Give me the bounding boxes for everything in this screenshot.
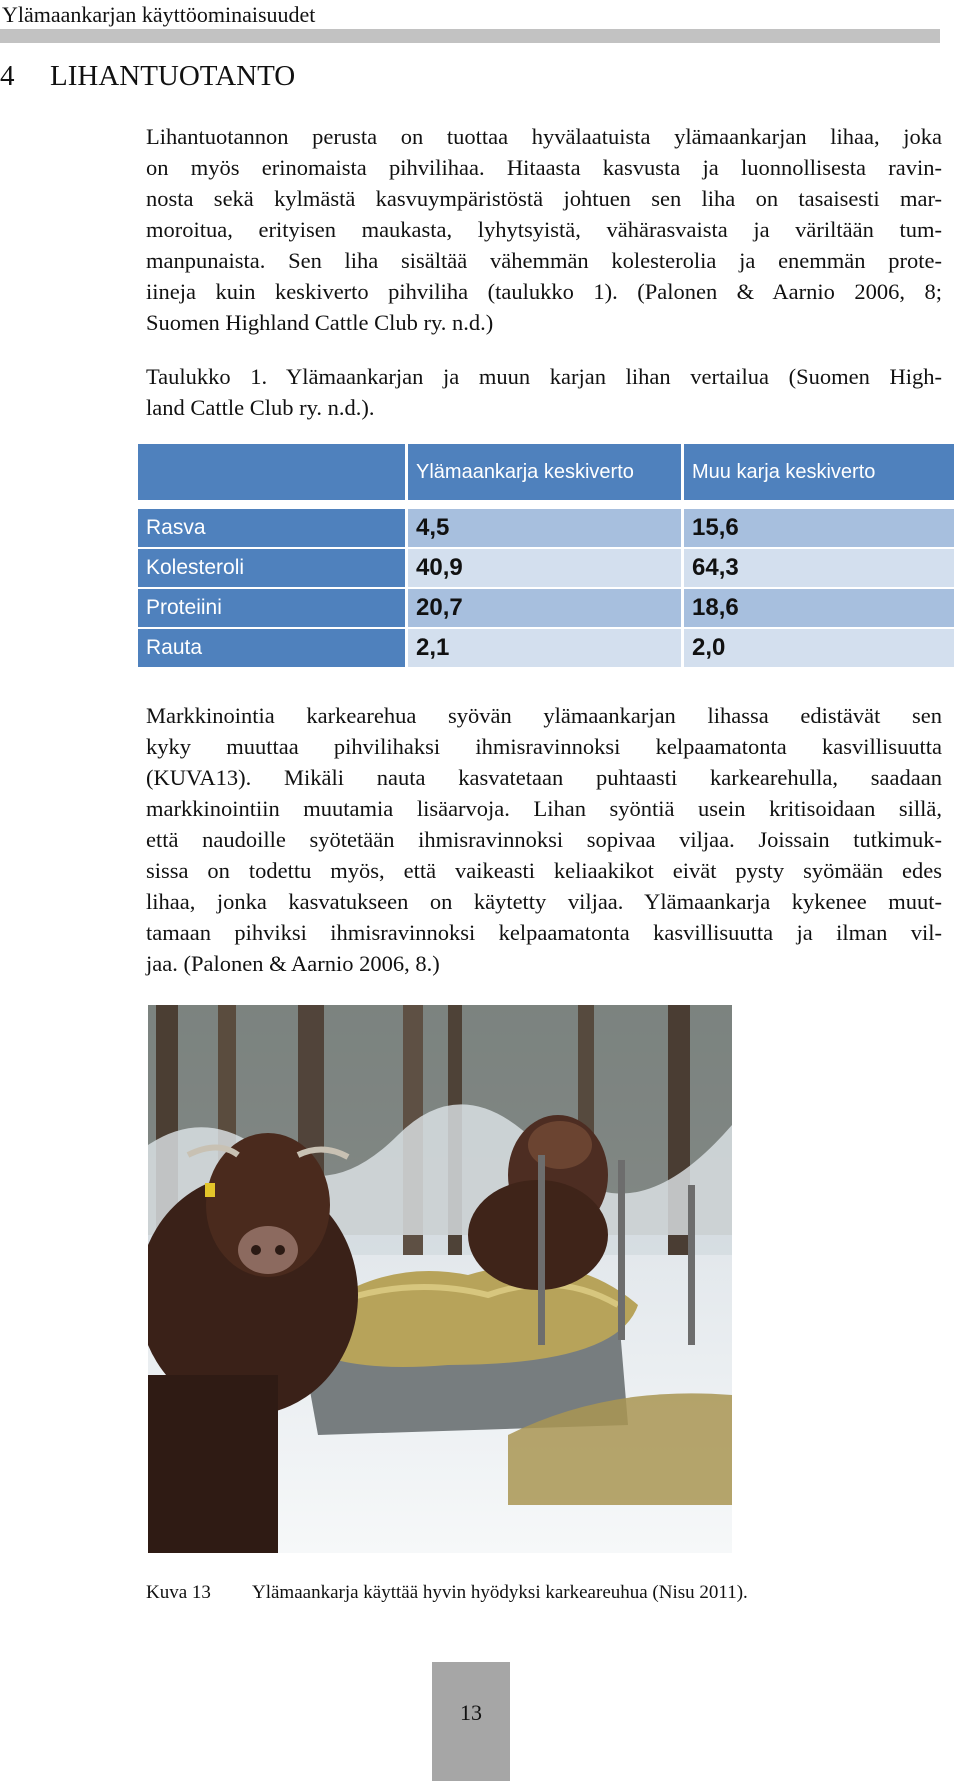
text-line: Taulukko 1. Ylämaankarjan ja muun karjan lihan vertailua (Suomen High-: [146, 364, 942, 389]
paragraph-marketing: [146, 700, 942, 979]
text-line: Suomen Highland Cattle Club ry. n.d.): [146, 310, 494, 335]
other-value: 2,0: [684, 629, 954, 669]
other-value: 64,3: [684, 549, 954, 589]
row-label: Kolesteroli: [138, 549, 408, 589]
text-line: kyky muuttaa pihvilihaksi ihmisravinnoksi kelpaamatonta kasvillisuutta: [146, 734, 942, 759]
highland-value: 40,9: [408, 549, 684, 589]
table-row: [138, 629, 954, 669]
text-line: iineja kuin keskiverto pihviliha (taulukko 1). (Palonen & Aarnio 2006, 8;: [146, 279, 942, 304]
table-header-other: Muu karja keskiverto: [684, 444, 954, 500]
highland-cattle-photo: [148, 1005, 732, 1553]
chapter-number: 4: [0, 60, 15, 92]
text-line: että naudoille syötetään ihmisravinnoksi sopivaa viljaa. Joissain tutkimuk-: [146, 827, 942, 852]
figure-caption: [146, 1580, 748, 1606]
figure-caption-text: Ylämaankarja käyttää hyvin hyödyksi karkeareuhua (Nisu 2011).: [252, 1582, 748, 1603]
figure-number: Kuva 13: [146, 1582, 211, 1603]
table-caption: [146, 361, 942, 423]
chapter-title-text: LIHANTUOTANTO: [50, 60, 296, 92]
header-rule: [0, 29, 940, 43]
page-number: 13: [460, 1700, 482, 1725]
highland-value: 4,5: [408, 509, 684, 549]
highland-value: 2,1: [408, 629, 684, 669]
table-row: [138, 589, 954, 629]
comparison-table: [138, 444, 954, 669]
row-label: Rauta: [138, 629, 408, 669]
text-line: jaa. (Palonen & Aarnio 2006, 8.): [146, 951, 440, 976]
text-line: land Cattle Club ry. n.d.).: [146, 395, 375, 420]
row-label: Proteiini: [138, 589, 408, 629]
text-line: lihaa, jonka kasvatukseen on käytetty viljaa. Ylämaankarja kykenee muut-: [146, 889, 942, 914]
text-line: sissa on todettu myös, että vaikeasti keliaakikot eivät pysty syömään edes: [146, 858, 942, 883]
chapter-title: [0, 58, 295, 94]
text-line: markkinointiin muutamia lisäarvoja. Lihan syöntiä usein kritisoidaan sillä,: [146, 796, 942, 821]
highland-value: 20,7: [408, 589, 684, 629]
running-header: Ylämaankarjan käyttöominaisuudet: [2, 2, 316, 27]
text-line: on myös erinomaista pihvilihaa. Hitaasta kasvusta ja luonnollisesta ravin-: [146, 155, 942, 180]
text-line: Lihantuotannon perusta on tuottaa hyvälaatuista ylämaankarjan lihaa, joka: [146, 124, 942, 149]
text-line: manpunaista. Sen liha sisältää vähemmän kolesterolia ja enemmän prote-: [146, 248, 942, 273]
text-line: Markkinointia karkearehua syövän ylämaankarjan lihassa edistävät sen: [146, 703, 942, 728]
paragraph-intro: [146, 121, 942, 338]
row-label: Rasva: [138, 509, 408, 549]
text-line: tamaan pihviksi ihmisravinnoksi kelpaamatonta kasvillisuutta ja ilman vil-: [146, 920, 942, 945]
table-header-empty: [138, 444, 408, 500]
table-header-row: [138, 444, 954, 500]
text-line: nosta sekä kylmästä kasvuympäristöstä johtuen sen liha on tasaisesti mar-: [146, 186, 942, 211]
table-row: [138, 549, 954, 589]
text-line: moroitua, erityisen maukasta, lyhytsyistä, vähärasvaista ja väriltään tum-: [146, 217, 942, 242]
table-row: [138, 509, 954, 549]
other-value: 18,6: [684, 589, 954, 629]
text-line: (KUVA13). Mikäli nauta kasvatetaan puhtaasti karkearehulla, saadaan: [146, 765, 942, 790]
other-value: 15,6: [684, 509, 954, 549]
table-header-highland: Ylämaankarja keskiverto: [408, 444, 684, 500]
